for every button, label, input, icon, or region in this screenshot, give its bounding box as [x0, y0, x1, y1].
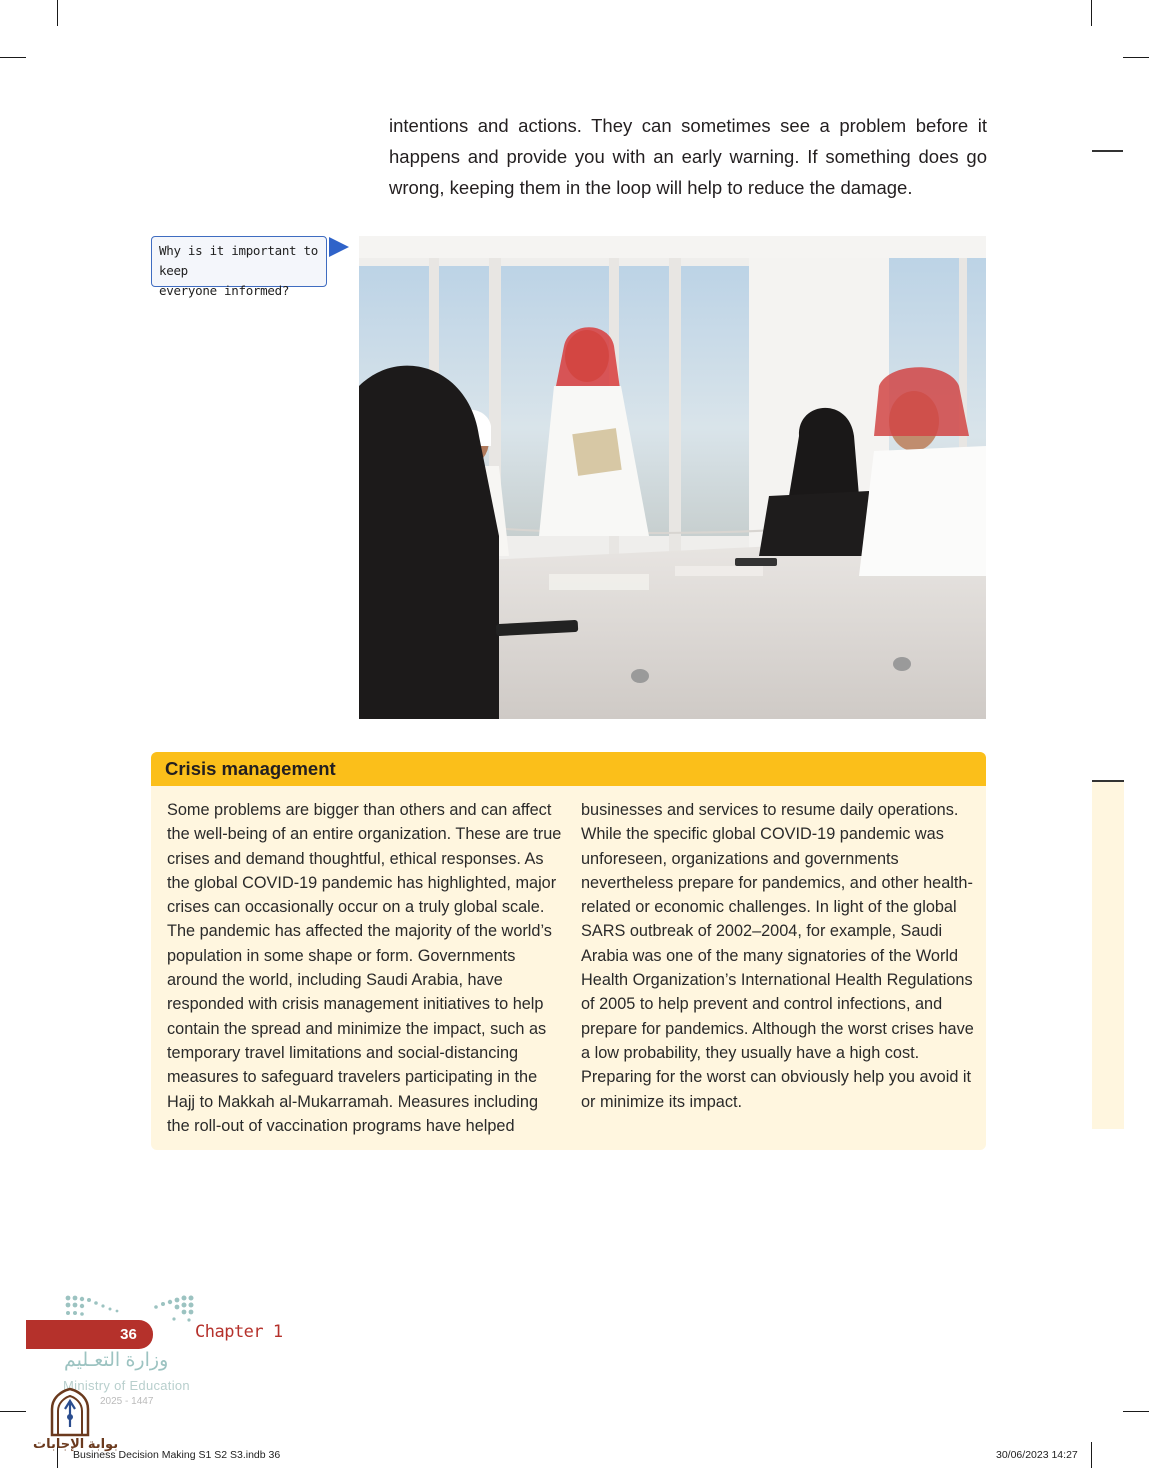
crop-mark: [1091, 0, 1092, 26]
crop-mark: [0, 1411, 26, 1412]
footer-timestamp: 30/06/2023 14:27: [996, 1449, 1078, 1461]
crop-mark: [1123, 57, 1149, 58]
answers-portal-logo-icon: [48, 1387, 92, 1437]
callout-line-2: everyone informed?: [159, 283, 290, 298]
question-callout: [151, 236, 327, 298]
crisis-left-column: [167, 798, 562, 1138]
chapter-label: Chapter 1: [195, 1322, 283, 1342]
crop-mark: [1123, 1411, 1149, 1412]
intro-text: intentions and actions. They can sometimes see a problem before it happens and provide you with an early warning. If something does go wrong, keeping them in the loop will help to reduce the damage.: [389, 115, 987, 198]
answers-portal-logo-text: بوابة الإجابات: [33, 1436, 119, 1451]
crisis-left-text: Some problems are bigger than others and can affect the well-being of an entire organization. These are true crises and demand thoughtful, ethical responses. As the global COVID-19 pandemic has highlighted, major crises can occasionally occur on a truly global scale. The pandemic has affected the majority of the world’s population in some shape or form. Governments around the world, including Saudi Arabia, have responded with crisis management initiatives to help contain the spread and minimize the impact, such as temporary travel limitations and social-distancing measures to safeguard travelers participating in the Hajj to Makkah al-Mukarramah. Measures including the roll-out of vaccination programs have helped: [167, 801, 562, 1135]
ministry-name-arabic: وزارة التعـليم: [64, 1350, 169, 1371]
crop-mark: [57, 0, 58, 26]
crop-mark: [1091, 1442, 1092, 1468]
meeting-photo: [359, 236, 986, 719]
margin-tab: [1092, 780, 1124, 1129]
crisis-right-text: businesses and services to resume daily operations. While the specific global COVID-19 pandemic was unforeseen, organizations and governments nevertheless prepare for pandemics, and other health-related or economic challenges. In light of the global SARS outbreak of 2002–2004, for example, Saudi Arabia was one of the many signatories of the World Health Organization’s International Health Regulations of 2005 to help prevent and control infections, and prepare for pandemics. Although the worst crises have a low probability, they usually have a high cost. Preparing for the worst can obviously help you avoid it or minimize its impact.: [581, 801, 974, 1111]
intro-paragraph: [389, 110, 987, 203]
page-number-badge: [26, 1320, 153, 1349]
ministry-year: 2025 - 1447: [100, 1396, 154, 1407]
callout-arrow-icon: [329, 237, 349, 257]
ministry-name-english: Ministry of Education: [63, 1378, 190, 1393]
callout-line-1: Why is it important to keep: [159, 243, 318, 278]
footer-file-name: Business Decision Making S1 S2 S3.indb 36: [73, 1449, 281, 1461]
crisis-right-column: [581, 798, 976, 1114]
crop-mark: [0, 57, 26, 58]
margin-rule: [1092, 150, 1123, 152]
crisis-management-box: [151, 752, 986, 1150]
page-number: 36: [120, 1326, 137, 1343]
meeting-photo-icon: [359, 236, 986, 719]
crisis-title: Crisis management: [151, 752, 986, 786]
